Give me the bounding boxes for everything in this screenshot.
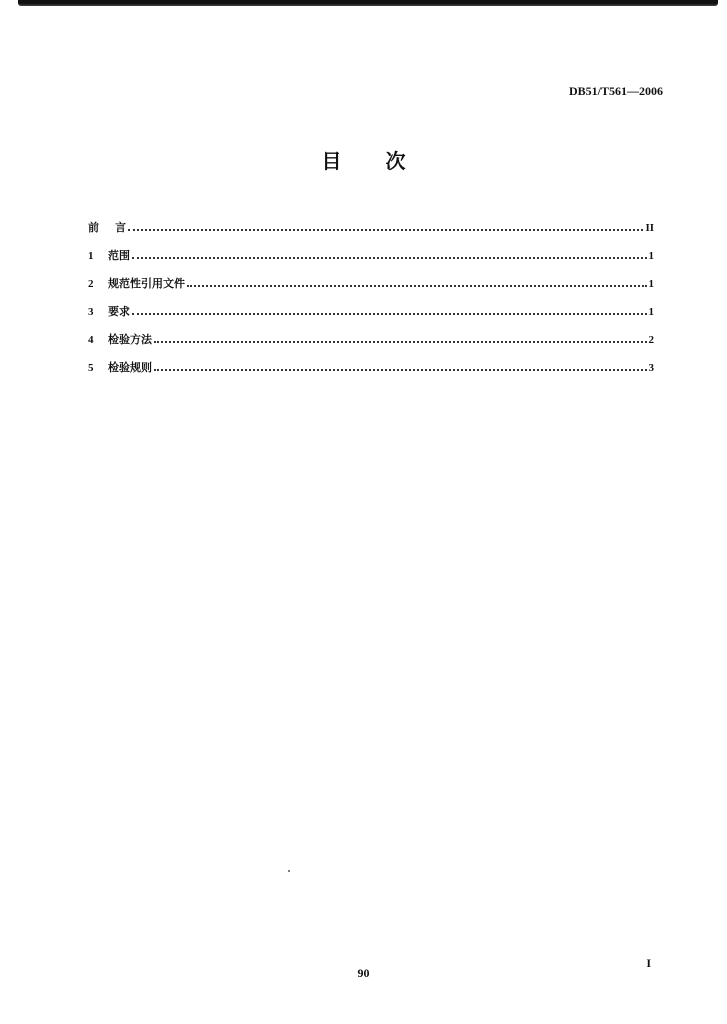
toc-entry-number: 5 xyxy=(88,362,94,374)
scan-speck xyxy=(288,870,290,872)
page-number: 90 xyxy=(357,966,370,980)
toc-leader xyxy=(187,285,647,287)
toc-entry-number: 4 xyxy=(88,334,94,346)
toc-entry-label xyxy=(88,219,126,235)
toc-entry-page: II xyxy=(645,222,654,234)
toc-entry-label: 范围 xyxy=(108,249,130,262)
toc-entry-label: 规范性引用文件 xyxy=(108,277,185,290)
toc-entry-label-char-2: 言 xyxy=(115,221,126,234)
toc-leader xyxy=(132,257,647,259)
toc-entry-number: 3 xyxy=(88,306,94,318)
toc-leader xyxy=(128,229,643,231)
toc-entry-4[interactable] xyxy=(88,331,654,359)
toc-entry-foreword[interactable] xyxy=(88,219,654,247)
toc-entry-label: 要求 xyxy=(108,305,130,318)
top-rule xyxy=(18,0,718,6)
toc-entry-5[interactable] xyxy=(88,359,654,387)
toc-entry-3[interactable] xyxy=(88,303,654,331)
roman-folio: I xyxy=(646,956,651,970)
table-of-contents xyxy=(88,219,654,387)
toc-title xyxy=(0,145,727,174)
toc-entry-label: 检验方法 xyxy=(108,333,152,346)
toc-entry-page: 2 xyxy=(648,334,654,346)
toc-entry-page: 1 xyxy=(648,306,654,318)
toc-leader xyxy=(154,341,647,343)
toc-entry-page: 1 xyxy=(648,278,654,290)
toc-entry-2[interactable] xyxy=(88,275,654,303)
toc-entry-label: 检验规则 xyxy=(108,361,152,374)
toc-entry-number: 2 xyxy=(88,278,94,290)
toc-title-char-2: 次 xyxy=(385,149,406,173)
toc-entry-1[interactable] xyxy=(88,247,654,275)
toc-entry-page: 3 xyxy=(648,362,654,374)
toc-entry-label-char-1: 前 xyxy=(88,221,99,234)
toc-title-char-1: 目 xyxy=(321,149,342,173)
toc-entry-page: 1 xyxy=(648,250,654,262)
toc-leader xyxy=(154,369,647,371)
toc-leader xyxy=(132,313,647,315)
document-code: DB51/T561—2006 xyxy=(568,84,663,98)
toc-entry-number: 1 xyxy=(88,250,94,262)
